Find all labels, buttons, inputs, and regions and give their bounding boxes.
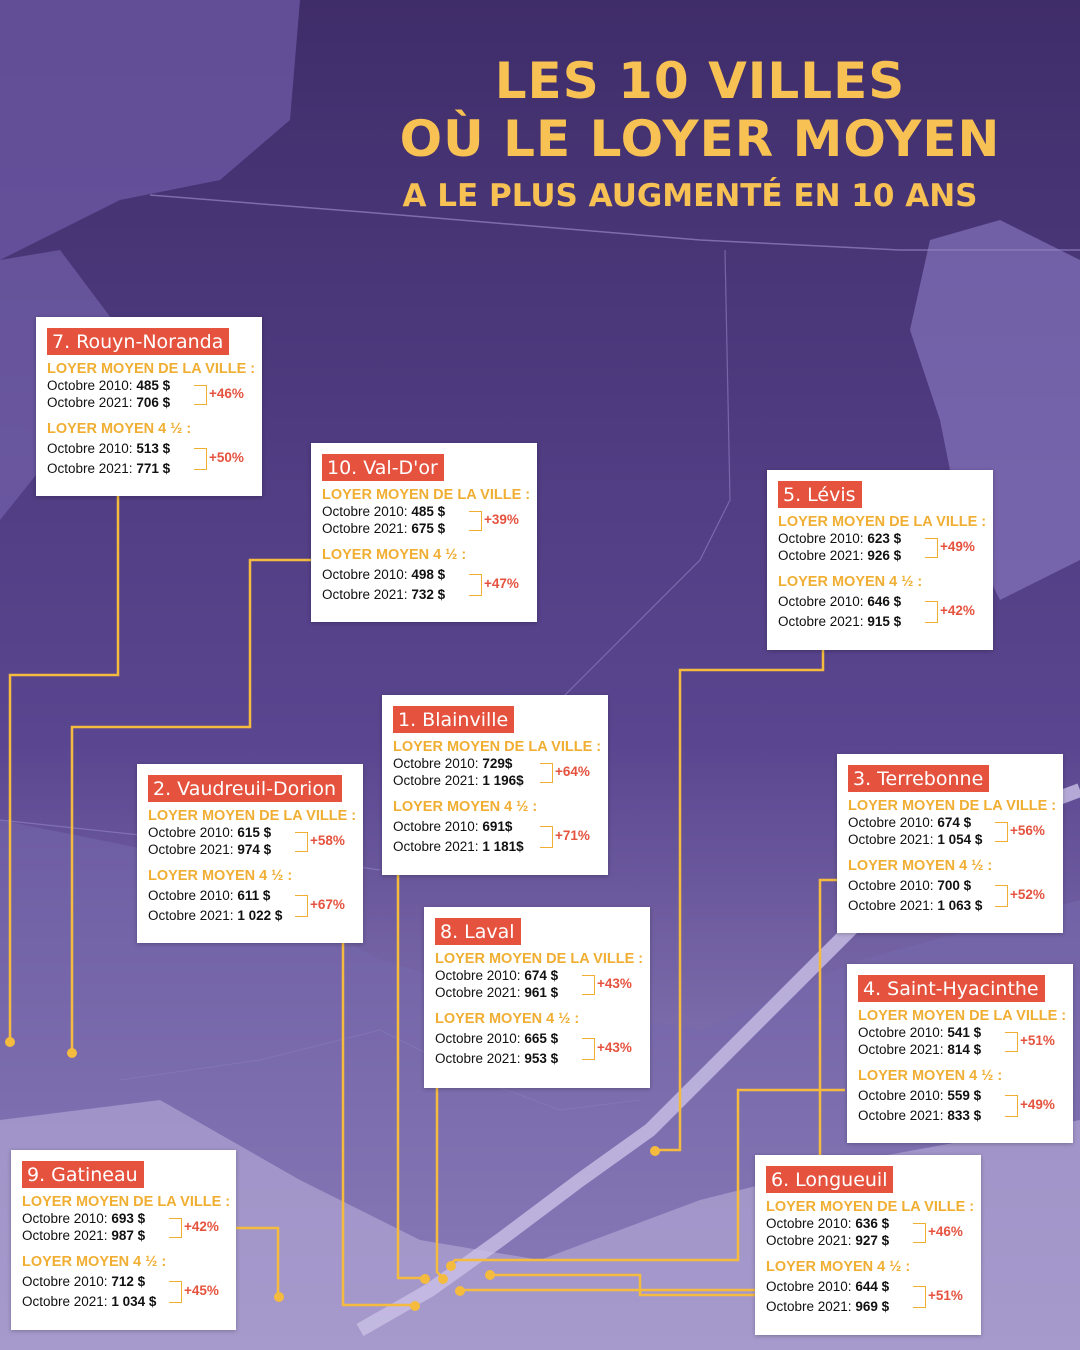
quatre-demi-2021-label: Octobre 2021: — [848, 898, 934, 913]
ville-2010-value: 541 $ — [947, 1025, 982, 1040]
location-dot-longueuil — [485, 1270, 495, 1280]
ville-pct: +51% — [1020, 1033, 1055, 1048]
ville-2021-value: 926 $ — [867, 548, 902, 563]
city-name: 9. Gatineau — [22, 1161, 144, 1188]
ville-2021-value: 814 $ — [947, 1042, 982, 1057]
location-dot-saint-hyacinthe — [446, 1261, 456, 1271]
quatre-demi-label: LOYER MOYEN 4 ½ : — [47, 421, 192, 437]
title-line-2: OÙ LE LOYER MOYEN — [399, 110, 1001, 168]
quatre-demi-pct: +42% — [940, 603, 975, 618]
location-dot-gatineau — [274, 1292, 284, 1302]
connector-gatineau — [236, 1228, 278, 1296]
quatre-demi-2010-row — [435, 1031, 558, 1046]
ville-2021-label: Octobre 2021: — [393, 773, 479, 788]
ville-2010-label: Octobre 2010: — [393, 756, 479, 771]
ville-2010-row — [47, 378, 170, 393]
connector-vaudreuil — [343, 943, 415, 1305]
location-dot-terrebonne — [455, 1286, 465, 1296]
quatre-demi-2010-row — [858, 1088, 981, 1103]
quatre-demi-label: LOYER MOYEN 4 ½ : — [778, 574, 923, 590]
ville-label: LOYER MOYEN DE LA VILLE : — [858, 1008, 1067, 1024]
quatre-demi-2010-value: 646 $ — [867, 594, 902, 609]
ville-2010-label: Octobre 2010: — [47, 378, 133, 393]
quatre-demi-2010-label: Octobre 2010: — [322, 567, 408, 582]
ville-2021-row — [322, 521, 445, 536]
quatre-demi-2010-label: Octobre 2010: — [435, 1031, 521, 1046]
quatre-demi-pct: +45% — [184, 1283, 219, 1298]
quatre-demi-2010-value: 644 $ — [855, 1279, 890, 1294]
ville-2010-row — [858, 1025, 981, 1040]
ville-label: LOYER MOYEN DE LA VILLE : — [766, 1199, 975, 1215]
quatre-demi-2010-label: Octobre 2010: — [393, 819, 479, 834]
ville-bracket — [995, 822, 1008, 842]
ville-2021-row — [148, 842, 271, 857]
ville-2010-value: 636 $ — [855, 1216, 890, 1231]
ville-pct: +39% — [484, 512, 519, 527]
ville-2021-label: Octobre 2021: — [766, 1233, 852, 1248]
ville-pct: +49% — [940, 539, 975, 554]
quatre-demi-2010-label: Octobre 2010: — [766, 1279, 852, 1294]
connector-levis — [655, 650, 823, 1150]
ville-2021-row — [393, 773, 524, 788]
quatre-demi-2010-value: 700 $ — [937, 878, 972, 893]
city-name: 7. Rouyn-Noranda — [47, 328, 229, 355]
quatre-demi-label: LOYER MOYEN 4 ½ : — [848, 858, 993, 874]
quatre-demi-2021-row — [322, 587, 445, 602]
quatre-demi-2021-row — [435, 1051, 558, 1066]
ville-2021-value: 961 $ — [524, 985, 559, 1000]
quatre-demi-2021-row — [47, 461, 170, 476]
ville-2021-row — [848, 832, 982, 847]
quatre-demi-2021-label: Octobre 2021: — [22, 1294, 108, 1309]
quatre-demi-pct: +67% — [310, 897, 345, 912]
city-card-levis — [767, 470, 993, 650]
ville-label: LOYER MOYEN DE LA VILLE : — [22, 1194, 231, 1210]
quatre-demi-2021-row — [778, 614, 901, 629]
ville-bracket — [469, 511, 482, 531]
quatre-demi-label: LOYER MOYEN 4 ½ : — [766, 1259, 911, 1275]
ville-pct: +46% — [209, 386, 244, 401]
ville-2021-label: Octobre 2021: — [778, 548, 864, 563]
ville-bracket — [169, 1218, 182, 1238]
quatre-demi-2021-label: Octobre 2021: — [778, 614, 864, 629]
quatre-demi-2010-row — [393, 819, 512, 834]
quatre-demi-2021-label: Octobre 2021: — [435, 1051, 521, 1066]
quatre-demi-2010-value: 611 $ — [237, 888, 271, 903]
quatre-demi-2021-label: Octobre 2021: — [766, 1299, 852, 1314]
quatre-demi-label: LOYER MOYEN 4 ½ : — [858, 1068, 1003, 1084]
quatre-demi-2010-row — [322, 567, 445, 582]
location-dot-val-dor — [67, 1048, 77, 1058]
quatre-demi-label: LOYER MOYEN 4 ½ : — [322, 547, 467, 563]
ville-2010-label: Octobre 2010: — [848, 815, 934, 830]
ville-2010-label: Octobre 2010: — [435, 968, 521, 983]
quatre-demi-pct: +52% — [1010, 887, 1045, 902]
quatre-demi-2021-row — [22, 1294, 156, 1309]
location-dot-levis — [650, 1146, 660, 1156]
quatre-demi-bracket — [582, 1038, 595, 1060]
city-name: 10. Val-D'or — [322, 454, 444, 481]
quatre-demi-2010-label: Octobre 2010: — [148, 888, 234, 903]
ville-2010-label: Octobre 2010: — [148, 825, 234, 840]
ville-2021-label: Octobre 2021: — [148, 842, 234, 857]
title-line-3: A LE PLUS AUGMENTÉ EN 10 ANS — [402, 178, 978, 214]
ville-label: LOYER MOYEN DE LA VILLE : — [435, 951, 644, 967]
location-dot-laval — [438, 1274, 448, 1284]
ville-pct: +56% — [1010, 823, 1045, 838]
ville-2010-label: Octobre 2010: — [22, 1211, 108, 1226]
quatre-demi-2010-value: 665 $ — [524, 1031, 559, 1046]
quatre-demi-pct: +43% — [597, 1040, 632, 1055]
ville-2010-row — [766, 1216, 889, 1231]
title-line-1: LES 10 VILLES — [494, 52, 906, 110]
quatre-demi-2010-label: Octobre 2010: — [858, 1088, 944, 1103]
ville-2021-row — [435, 985, 558, 1000]
quatre-demi-2021-label: Octobre 2021: — [47, 461, 133, 476]
ville-2010-value: 485 $ — [411, 504, 446, 519]
quatre-demi-2010-row — [22, 1274, 145, 1289]
quatre-demi-bracket — [169, 1281, 182, 1303]
ville-2010-value: 693 $ — [111, 1211, 146, 1226]
ville-bracket — [295, 832, 308, 852]
ville-2010-row — [393, 756, 512, 771]
ville-bracket — [194, 385, 207, 405]
city-name: 1. Blainville — [393, 706, 514, 733]
quatre-demi-2021-row — [393, 839, 524, 854]
quatre-demi-label: LOYER MOYEN 4 ½ : — [22, 1254, 167, 1270]
city-card-vaudreuil-dorion — [137, 764, 363, 943]
city-name: 3. Terrebonne — [848, 765, 989, 792]
ville-2010-value: 674 $ — [524, 968, 559, 983]
ville-label: LOYER MOYEN DE LA VILLE : — [393, 739, 602, 755]
ville-2021-value: 706 $ — [136, 395, 171, 410]
quatre-demi-2021-value: 1 022 $ — [237, 908, 283, 923]
city-card-blainville — [382, 695, 608, 875]
city-card-rouyn-noranda — [36, 317, 262, 496]
location-dot-vaudreuil — [410, 1301, 420, 1311]
ville-2021-label: Octobre 2021: — [848, 832, 934, 847]
ville-2010-row — [22, 1211, 145, 1226]
ville-2010-value: 674 $ — [937, 815, 972, 830]
ville-2021-value: 987 $ — [111, 1228, 146, 1243]
quatre-demi-2021-value: 1 034 $ — [111, 1294, 157, 1309]
quatre-demi-pct: +71% — [555, 828, 590, 843]
ville-2021-label: Octobre 2021: — [858, 1042, 944, 1057]
city-name: 5. Lévis — [778, 481, 862, 508]
quatre-demi-2021-label: Octobre 2021: — [858, 1108, 944, 1123]
ville-2010-label: Octobre 2010: — [778, 531, 864, 546]
quatre-demi-2021-label: Octobre 2021: — [393, 839, 479, 854]
quatre-demi-pct: +49% — [1020, 1097, 1055, 1112]
ville-2010-row — [148, 825, 271, 840]
ville-2021-label: Octobre 2021: — [22, 1228, 108, 1243]
city-card-longueuil — [755, 1155, 981, 1335]
ville-pct: +42% — [184, 1219, 219, 1234]
quatre-demi-2010-row — [848, 878, 971, 893]
quatre-demi-bracket — [194, 448, 207, 470]
ville-2021-label: Octobre 2021: — [322, 521, 408, 536]
city-card-laval — [424, 907, 650, 1088]
location-dot-blainville — [420, 1274, 430, 1284]
ville-bracket — [913, 1223, 926, 1243]
quatre-demi-bracket — [913, 1286, 926, 1308]
quatre-demi-2010-row — [778, 594, 901, 609]
ville-label: LOYER MOYEN DE LA VILLE : — [322, 487, 531, 503]
quatre-demi-pct: +50% — [209, 450, 244, 465]
ville-bracket — [925, 538, 938, 558]
quatre-demi-bracket — [995, 885, 1008, 907]
ville-bracket — [582, 975, 595, 995]
quatre-demi-label: LOYER MOYEN 4 ½ : — [435, 1011, 580, 1027]
quatre-demi-2010-row — [148, 888, 270, 903]
quatre-demi-2021-row — [858, 1108, 981, 1123]
ville-2021-row — [766, 1233, 889, 1248]
quatre-demi-2021-value: 732 $ — [411, 587, 446, 602]
quatre-demi-2021-row — [766, 1299, 889, 1314]
quatre-demi-bracket — [1005, 1095, 1018, 1117]
ville-2021-value: 974 $ — [237, 842, 272, 857]
city-card-val-dor — [311, 443, 537, 622]
quatre-demi-2021-value: 1 063 $ — [937, 898, 983, 913]
ville-2010-row — [848, 815, 971, 830]
city-name: 8. Laval — [435, 918, 521, 945]
ville-2021-value: 675 $ — [411, 521, 446, 536]
ville-bracket — [1005, 1032, 1018, 1052]
city-card-saint-hyacinthe — [847, 964, 1073, 1143]
ville-label: LOYER MOYEN DE LA VILLE : — [47, 361, 256, 377]
quatre-demi-label: LOYER MOYEN 4 ½ : — [393, 799, 538, 815]
quatre-demi-bracket — [540, 826, 553, 848]
quatre-demi-2010-label: Octobre 2010: — [22, 1274, 108, 1289]
city-card-gatineau — [11, 1150, 236, 1330]
city-card-terrebonne — [837, 754, 1063, 933]
quatre-demi-2010-row — [766, 1279, 889, 1294]
ville-pct: +43% — [597, 976, 632, 991]
quatre-demi-2010-label: Octobre 2010: — [47, 441, 133, 456]
city-name: 6. Longueuil — [766, 1166, 893, 1193]
connector-blainville — [398, 875, 425, 1278]
ville-2010-value: 623 $ — [867, 531, 902, 546]
quatre-demi-2021-value: 1 181$ — [482, 839, 524, 854]
quatre-demi-2010-value: 513 $ — [136, 441, 171, 456]
city-name: 4. Saint-Hyacinthe — [858, 975, 1045, 1002]
location-dot-rouyn-noranda — [5, 1037, 15, 1047]
quatre-demi-2021-label: Octobre 2021: — [148, 908, 234, 923]
quatre-demi-pct: +47% — [484, 576, 519, 591]
quatre-demi-2010-value: 498 $ — [411, 567, 446, 582]
connector-laval — [437, 1088, 443, 1278]
ville-2021-row — [47, 395, 170, 410]
quatre-demi-2021-value: 969 $ — [855, 1299, 890, 1314]
ville-bracket — [540, 763, 553, 783]
ville-2021-row — [22, 1228, 145, 1243]
ville-pct: +58% — [310, 833, 345, 848]
quatre-demi-pct: +51% — [928, 1288, 963, 1303]
quatre-demi-2021-value: 953 $ — [524, 1051, 559, 1066]
quatre-demi-2021-row — [848, 898, 982, 913]
ville-2021-row — [778, 548, 901, 563]
connector-longueuil — [490, 1275, 755, 1295]
ville-label: LOYER MOYEN DE LA VILLE : — [148, 808, 357, 824]
ville-pct: +64% — [555, 764, 590, 779]
ville-2010-value: 615 $ — [237, 825, 272, 840]
quatre-demi-label: LOYER MOYEN 4 ½ : — [148, 868, 293, 884]
ville-2021-value: 1 054 $ — [937, 832, 983, 847]
quatre-demi-2021-row — [148, 908, 282, 923]
ville-2021-label: Octobre 2021: — [47, 395, 133, 410]
quatre-demi-bracket — [295, 895, 308, 917]
ville-2021-row — [858, 1042, 981, 1057]
ville-2010-value: 485 $ — [136, 378, 171, 393]
ville-2010-row — [435, 968, 558, 983]
ville-2010-label: Octobre 2010: — [322, 504, 408, 519]
quatre-demi-2010-value: 712 $ — [111, 1274, 146, 1289]
quatre-demi-2010-value: 559 $ — [947, 1088, 982, 1103]
quatre-demi-2010-label: Octobre 2010: — [848, 878, 934, 893]
ville-2021-label: Octobre 2021: — [435, 985, 521, 1000]
ville-2021-value: 1 196$ — [482, 773, 524, 788]
quatre-demi-2010-row — [47, 441, 170, 456]
quatre-demi-2021-value: 833 $ — [947, 1108, 982, 1123]
quatre-demi-bracket — [469, 574, 482, 596]
connector-rouyn-noranda — [10, 496, 118, 1040]
quatre-demi-2010-label: Octobre 2010: — [778, 594, 864, 609]
city-name: 2. Vaudreuil-Dorion — [148, 775, 342, 802]
ville-2010-label: Octobre 2010: — [858, 1025, 944, 1040]
quatre-demi-2021-label: Octobre 2021: — [322, 587, 408, 602]
ville-label: LOYER MOYEN DE LA VILLE : — [848, 798, 1057, 814]
ville-2010-value: 729$ — [482, 756, 513, 771]
ville-2010-row — [778, 531, 901, 546]
quatre-demi-bracket — [925, 601, 938, 623]
quatre-demi-2021-value: 771 $ — [136, 461, 171, 476]
ville-2010-label: Octobre 2010: — [766, 1216, 852, 1231]
ville-label: LOYER MOYEN DE LA VILLE : — [778, 514, 987, 530]
quatre-demi-2010-value: 691$ — [482, 819, 513, 834]
ville-2010-row — [322, 504, 445, 519]
ville-pct: +46% — [928, 1224, 963, 1239]
ville-2021-value: 927 $ — [855, 1233, 890, 1248]
quatre-demi-2021-value: 915 $ — [867, 614, 902, 629]
